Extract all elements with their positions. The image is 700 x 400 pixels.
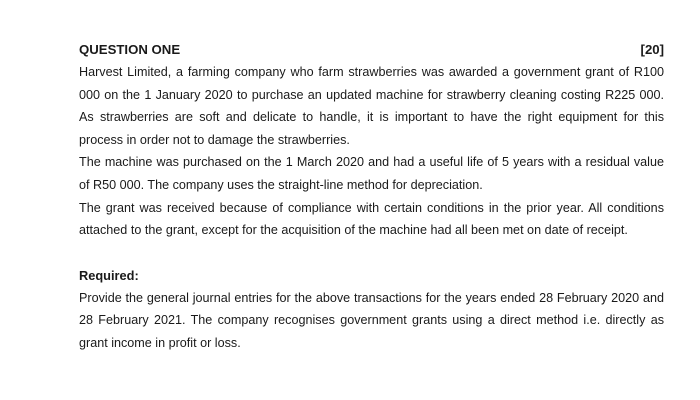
required-label: Required:	[79, 267, 139, 283]
paragraph-grant: Harvest Limited, a farming company who farm strawberries was awarded a government grant of R100 000 on the 1 January 2020 to purchase an updated machine for strawberry cleaning costing R225 000. As strawberries are soft and delicate to handle, it is important to have the right equipment for this process in order not to damage the strawberries.	[79, 65, 664, 147]
question-document	[79, 39, 664, 355]
question-title: QUESTION ONE	[79, 42, 181, 57]
paragraph-conditions: The grant was received because of compliance with certain conditions in the prior year. All conditions attached to the grant, except for the acquisition of the machine had all been met on date of receipt.	[79, 200, 664, 238]
question-header	[79, 39, 664, 61]
required-text: Provide the general journal entries for the above transactions for the years ended 28 February 2020 and 28 February 2021. The company recognises government grants using a direct method i.e. directly as grant income in profit or loss.	[79, 290, 664, 350]
section-spacer	[79, 242, 664, 265]
paragraph-machine: The machine was purchased on the 1 March 2020 and had a useful life of 5 years with a residual value of R50 000. The company uses the straight-line method for depreciation.	[79, 155, 664, 192]
question-marks: [20]	[640, 42, 664, 57]
